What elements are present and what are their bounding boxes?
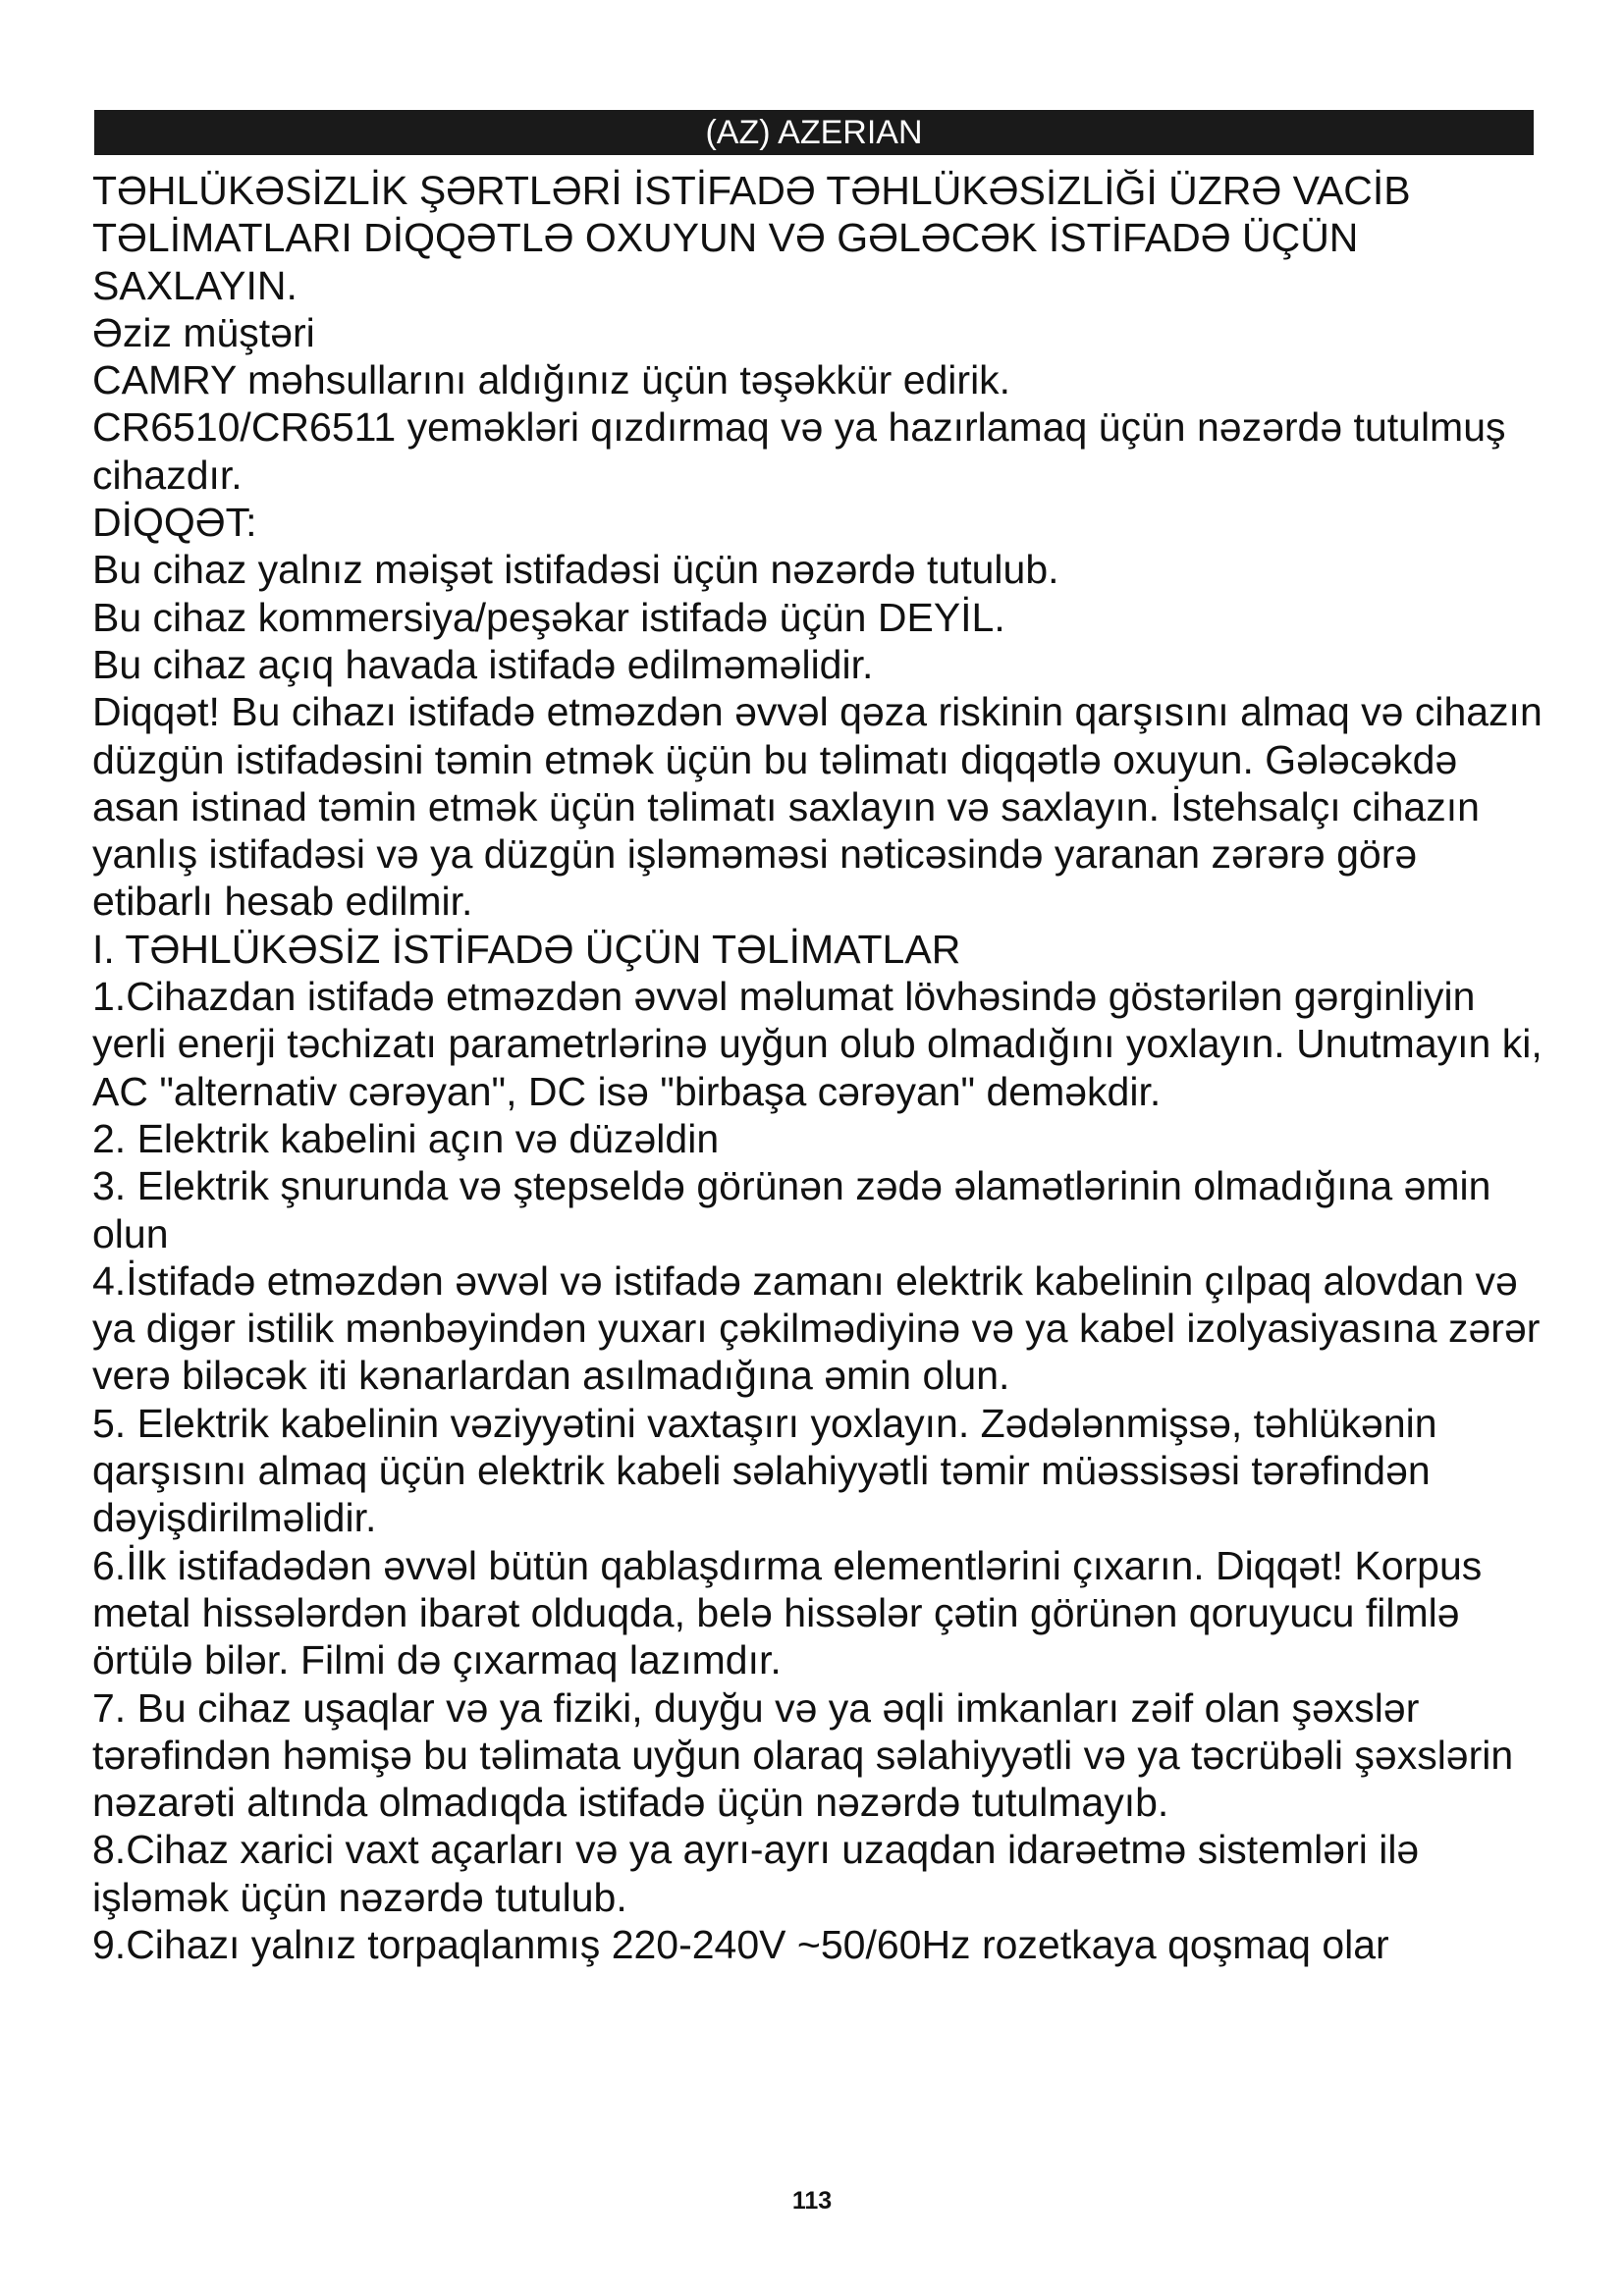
instruction-item: 9.Cihazı yalnız torpaqlanmış 220-240V ~50/60Hz rozetkaya qoşmaq olar — [92, 1921, 1389, 1967]
section-heading: I. TƏHLÜKƏSİZ İSTİFADƏ ÜÇÜN TƏLİMATLAR — [92, 926, 961, 972]
attention-line: Bu cihaz kommersiya/peşəkar istifadə üçün DEYİL. — [92, 594, 1005, 640]
attention-line: Bu cihaz yalnız məişət istifadəsi üçün nəzərdə tutulub. — [92, 547, 1059, 593]
instruction-item: 8.Cihaz xarici vaxt açarları və ya ayrı-ayrı uzaqdan idarəetmə sistemləri ilə işləmək üçün nəzərdə tutulub. — [92, 1827, 1420, 1920]
instruction-item: 5. Elektrik kabelinin vəziyyətini vaxtaşırı yoxlayın. Zədələnmişsə, təhlükənin qarşısını almaq üçün elektrik kabeli səlahiyyətli təmir müəssisəsi tərəfindən dəyişdirilməlidir. — [92, 1400, 1437, 1541]
attention-line: Bu cihaz açıq havada istifadə edilməməlidir. — [92, 641, 874, 687]
instruction-item: 3. Elektrik şnurunda və ştepseldə görünən zədə əlamətlərinin olmadığına əmin olun — [92, 1163, 1491, 1256]
safety-title: TƏHLÜKƏSİZLİK ŞƏRTLƏRİ İSTİFADƏ TƏHLÜKƏSİZLİĞİ ÜZRƏ VACİB TƏLİMATLARI DİQQƏTLƏ OXUYUN VƏ GƏLƏCƏK İSTİFADƏ ÜÇÜN SAXLAYIN. — [92, 168, 1411, 308]
manual-body — [92, 167, 1545, 1968]
language-header-bar: (AZ) AZERIAN — [94, 110, 1534, 155]
instruction-item: 1.Cihazdan istifadə etməzdən əvvəl məlumat lövhəsində göstərilən gərginliyin yerli enerji təchizatı parametrlərinə uyğun olub olmadığını yoxlayın. Unutmayın ki, AC "alternativ cərəyan", DC isə "birbaşa cərəyan" deməkdir. — [92, 974, 1543, 1114]
instruction-item: 2. Elektrik kabelini açın və düzəldin — [92, 1115, 720, 1161]
attention-paragraph: Diqqət! Bu cihazı istifadə etməzdən əvvəl qəza riskinin qarşısını almaq və cihazın düzgün istifadəsini təmin etmək üçün bu təlimatı diqqətlə oxuyun. Gələcəkdə asan istinad təmin etmək üçün təlimatı saxlayın və saxlayın. İstehsalçı cihazın yanlış istifadəsi və ya düzgün işləməməsi nəticəsində yaranan zərərə görə etibarlı hesab edilmir. — [92, 689, 1543, 925]
thanks-line: CAMRY məhsullarını aldığınız üçün təşəkkür edirik. — [92, 357, 1011, 403]
instruction-item: 4.İstifadə etməzdən əvvəl və istifadə zamanı elektrik kabelinin çılpaq alovdan və ya digər istilik mənbəyindən yuxarı çəkilmədiyinə və ya kabel izolyasiyasına zərər verə biləcək iti kənarlardan asılmadığına əmin olun. — [92, 1257, 1541, 1399]
attention-heading: DİQQƏT: — [92, 500, 257, 546]
page-number: 113 — [791, 2187, 833, 2215]
instruction-item: 7. Bu cihaz uşaqlar və ya fiziki, duyğu və ya əqli imkanları zəif olan şəxslər tərəfindən həmişə bu təlimata uyğun olaraq səlahiyyətli və ya təcrübəli şəxslərin nəzarəti altında olmadıqda istifadə üçün nəzərdə tutulmayıb. — [92, 1684, 1514, 1826]
instruction-item: 6.İlk istifadədən əvvəl bütün qablaşdırma elementlərini çıxarın. Diqqət! Korpus metal hissələrdən ibarət olduqda, belə hissələr çətin görünən qoruyucu filmlə örtülə bilər. Filmi də çıxarmaq lazımdır. — [92, 1542, 1483, 1683]
greeting: Əziz müştəri — [92, 309, 315, 355]
product-description: CR6510/CR6511 yeməkləri qızdırmaq və ya hazırlamaq üçün nəzərdə tutulmuş cihazdır. — [92, 404, 1506, 498]
